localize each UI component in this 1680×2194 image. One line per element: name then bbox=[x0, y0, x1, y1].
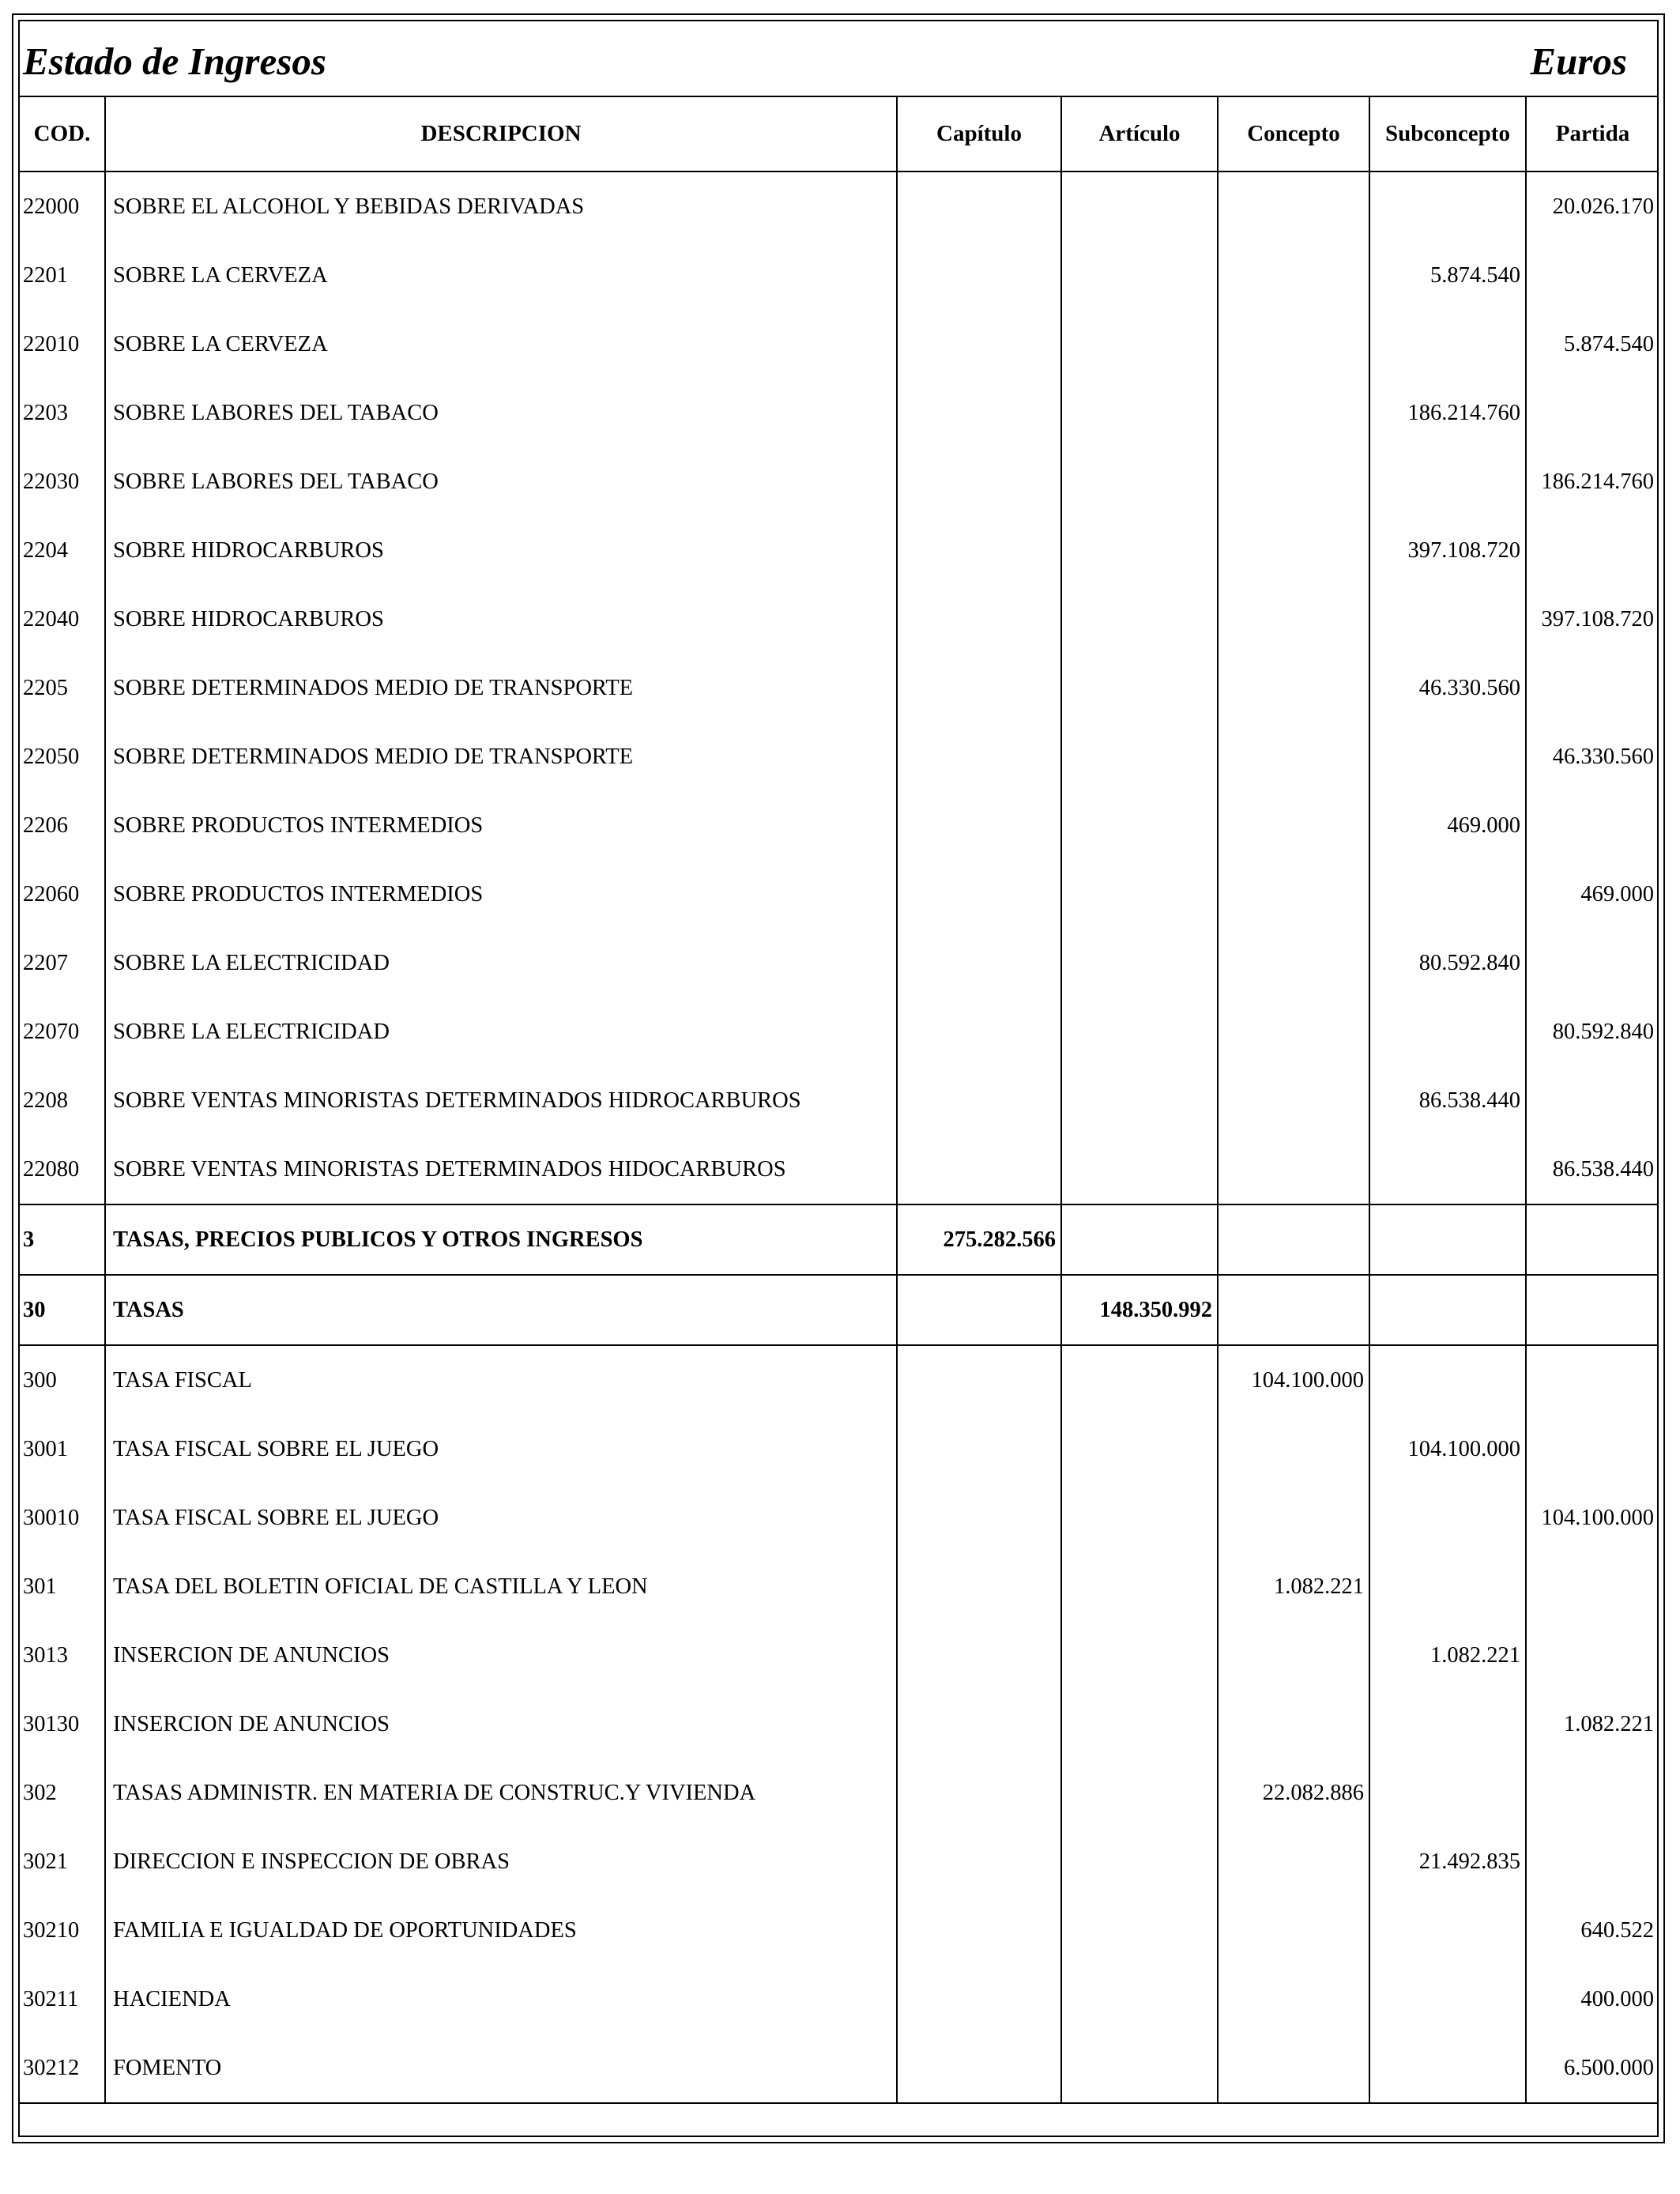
cell-articulo bbox=[1061, 791, 1218, 860]
cell-partida: 640.522 bbox=[1526, 1896, 1659, 1965]
table-frame bbox=[18, 20, 1659, 2137]
cell-subconcepto bbox=[1369, 447, 1526, 516]
cell-articulo bbox=[1061, 516, 1218, 585]
cell-partida: 186.214.760 bbox=[1526, 447, 1659, 516]
table-row bbox=[20, 654, 1659, 722]
cell-cod: 22060 bbox=[23, 881, 80, 907]
cell-partida bbox=[1526, 929, 1659, 997]
cell-concepto: 104.100.000 bbox=[1218, 1345, 1369, 1415]
title-bar bbox=[20, 21, 1657, 97]
cell-descripcion: TASAS bbox=[105, 1275, 897, 1345]
cell-subconcepto: 5.874.540 bbox=[1369, 241, 1526, 310]
cell-cod: 3013 bbox=[23, 1642, 68, 1668]
cell-partida: 1.082.221 bbox=[1526, 1690, 1659, 1759]
cell-subconcepto bbox=[1369, 172, 1526, 241]
cell-capitulo bbox=[897, 172, 1061, 241]
cell-descripcion: SOBRE VENTAS MINORISTAS DETERMINADOS HIDOCARBUROS bbox=[105, 1135, 897, 1204]
cell-capitulo bbox=[897, 1552, 1061, 1621]
cell-subconcepto bbox=[1369, 1759, 1526, 1827]
cell-subconcepto: 46.330.560 bbox=[1369, 654, 1526, 722]
cell-subconcepto bbox=[1369, 860, 1526, 929]
page-frame bbox=[12, 13, 1665, 2143]
cell-concepto bbox=[1218, 860, 1369, 929]
table-row bbox=[20, 447, 1659, 516]
cell-articulo: 148.350.992 bbox=[1061, 1275, 1218, 1345]
cell-capitulo bbox=[897, 241, 1061, 310]
cell-articulo bbox=[1061, 241, 1218, 310]
cell-subconcepto: 1.082.221 bbox=[1369, 1621, 1526, 1690]
table-row bbox=[20, 1204, 1659, 1275]
cell-descripcion: SOBRE LA ELECTRICIDAD bbox=[105, 997, 897, 1066]
table-row bbox=[20, 929, 1659, 997]
cell-descripcion: SOBRE DETERMINADOS MEDIO DE TRANSPORTE bbox=[105, 654, 897, 722]
cell-concepto bbox=[1218, 310, 1369, 379]
table-row bbox=[20, 791, 1659, 860]
cell-concepto bbox=[1218, 1204, 1369, 1275]
cell-concepto bbox=[1218, 1275, 1369, 1345]
cell-articulo bbox=[1061, 1827, 1218, 1896]
cell-concepto: 22.082.886 bbox=[1218, 1759, 1369, 1827]
cell-cod: 300 bbox=[20, 1345, 105, 1415]
cell-descripcion: SOBRE HIDROCARBUROS bbox=[105, 516, 897, 585]
cell-capitulo bbox=[897, 1483, 1061, 1552]
cell-subconcepto: 104.100.000 bbox=[1369, 1415, 1526, 1483]
col-header-subconcepto: Subconcepto bbox=[1369, 97, 1526, 172]
cell-capitulo bbox=[897, 585, 1061, 654]
cell-descripcion: DIRECCION E INSPECCION DE OBRAS bbox=[105, 1827, 897, 1896]
cell-articulo bbox=[1061, 585, 1218, 654]
col-header-capitulo: Capítulo bbox=[897, 97, 1061, 172]
cell-descripcion: SOBRE DETERMINADOS MEDIO DE TRANSPORTE bbox=[105, 722, 897, 791]
cell-concepto bbox=[1218, 1827, 1369, 1896]
cell-subconcepto: 186.214.760 bbox=[1369, 379, 1526, 447]
cell-articulo bbox=[1061, 722, 1218, 791]
table-row bbox=[20, 1135, 1659, 1204]
cell-capitulo bbox=[897, 447, 1061, 516]
cell-partida bbox=[1526, 1621, 1659, 1690]
cell-articulo bbox=[1061, 1552, 1218, 1621]
cell-capitulo bbox=[897, 516, 1061, 585]
cell-partida: 104.100.000 bbox=[1526, 1483, 1659, 1552]
cell-capitulo bbox=[897, 310, 1061, 379]
cell-articulo bbox=[1061, 1759, 1218, 1827]
table-row bbox=[20, 1759, 1659, 1827]
cell-partida bbox=[1526, 654, 1659, 722]
cell-cod: 2208 bbox=[23, 1088, 68, 1113]
cell-capitulo bbox=[897, 1345, 1061, 1415]
table-row bbox=[20, 997, 1659, 1066]
cell-partida bbox=[1526, 1759, 1659, 1827]
cell-partida bbox=[1526, 1827, 1659, 1896]
col-header-descripcion: DESCRIPCION bbox=[105, 97, 897, 172]
table-row bbox=[20, 241, 1659, 310]
cell-concepto bbox=[1218, 1135, 1369, 1204]
cell-articulo bbox=[1061, 1965, 1218, 2034]
cell-partida bbox=[1526, 241, 1659, 310]
cell-concepto bbox=[1218, 172, 1369, 241]
cell-capitulo bbox=[897, 1621, 1061, 1690]
cell-cod: 30130 bbox=[23, 1711, 80, 1736]
cell-cod: 3 bbox=[20, 1204, 105, 1275]
cell-cod: 301 bbox=[23, 1574, 57, 1599]
footer-empty-row bbox=[20, 2082, 1657, 2136]
cell-cod: 2207 bbox=[23, 950, 68, 975]
cell-capitulo bbox=[897, 1759, 1061, 1827]
cell-articulo bbox=[1061, 1483, 1218, 1552]
col-header-partida: Partida bbox=[1526, 97, 1659, 172]
cell-capitulo bbox=[897, 1690, 1061, 1759]
cell-concepto: 1.082.221 bbox=[1218, 1552, 1369, 1621]
cell-partida: 5.874.540 bbox=[1526, 310, 1659, 379]
cell-descripcion: TASA FISCAL SOBRE EL JUEGO bbox=[105, 1483, 897, 1552]
cell-concepto bbox=[1218, 241, 1369, 310]
cell-capitulo bbox=[897, 1965, 1061, 2034]
currency-unit: Euros bbox=[1530, 40, 1627, 83]
cell-descripcion: TASA FISCAL SOBRE EL JUEGO bbox=[105, 1415, 897, 1483]
cell-partida: 46.330.560 bbox=[1526, 722, 1659, 791]
cell-articulo bbox=[1061, 997, 1218, 1066]
table-row bbox=[20, 722, 1659, 791]
cell-descripcion: FOMENTO bbox=[105, 2034, 897, 2103]
cell-capitulo bbox=[897, 1827, 1061, 1896]
cell-capitulo bbox=[897, 654, 1061, 722]
cell-articulo bbox=[1061, 1066, 1218, 1135]
cell-descripcion: SOBRE LA CERVEZA bbox=[105, 310, 897, 379]
cell-cod: 22040 bbox=[23, 606, 80, 631]
cell-subconcepto bbox=[1369, 1204, 1526, 1275]
cell-cod: 22070 bbox=[23, 1019, 80, 1044]
table-row bbox=[20, 516, 1659, 585]
cell-subconcepto bbox=[1369, 997, 1526, 1066]
cell-cod: 30210 bbox=[23, 1917, 80, 1943]
cell-partida bbox=[1526, 1415, 1659, 1483]
cell-partida bbox=[1526, 1275, 1659, 1345]
cell-cod: 2206 bbox=[23, 812, 68, 838]
table-row bbox=[20, 172, 1659, 241]
cell-cod: 2203 bbox=[23, 400, 68, 425]
cell-articulo bbox=[1061, 1621, 1218, 1690]
cell-partida: 20.026.170 bbox=[1526, 172, 1659, 241]
cell-subconcepto: 469.000 bbox=[1369, 791, 1526, 860]
cell-subconcepto bbox=[1369, 722, 1526, 791]
cell-subconcepto: 86.538.440 bbox=[1369, 1066, 1526, 1135]
cell-concepto bbox=[1218, 929, 1369, 997]
cell-partida: 6.500.000 bbox=[1526, 2034, 1659, 2103]
cell-descripcion: SOBRE PRODUCTOS INTERMEDIOS bbox=[105, 860, 897, 929]
cell-descripcion: TASAS ADMINISTR. EN MATERIA DE CONSTRUC.Y VIVIENDA bbox=[105, 1759, 897, 1827]
cell-cod: 22000 bbox=[23, 194, 80, 219]
cell-articulo bbox=[1061, 929, 1218, 997]
col-header-concepto: Concepto bbox=[1218, 97, 1369, 172]
cell-partida: 80.592.840 bbox=[1526, 997, 1659, 1066]
cell-subconcepto bbox=[1369, 585, 1526, 654]
cell-articulo bbox=[1061, 447, 1218, 516]
cell-articulo bbox=[1061, 1345, 1218, 1415]
cell-cod: 30010 bbox=[23, 1505, 80, 1530]
table-row bbox=[20, 1896, 1659, 1965]
cell-articulo bbox=[1061, 379, 1218, 447]
cell-descripcion: INSERCION DE ANUNCIOS bbox=[105, 1690, 897, 1759]
table-row bbox=[20, 1415, 1659, 1483]
cell-concepto bbox=[1218, 722, 1369, 791]
cell-cod: 30212 bbox=[20, 2034, 105, 2103]
table-row bbox=[20, 379, 1659, 447]
cell-concepto bbox=[1218, 1621, 1369, 1690]
cell-cod: 22080 bbox=[23, 1156, 80, 1182]
cell-concepto bbox=[1218, 791, 1369, 860]
cell-concepto bbox=[1218, 516, 1369, 585]
cell-descripcion: SOBRE HIDROCARBUROS bbox=[105, 585, 897, 654]
cell-partida bbox=[1526, 1066, 1659, 1135]
cell-cod: 2204 bbox=[23, 537, 68, 563]
cell-subconcepto bbox=[1369, 1552, 1526, 1621]
cell-articulo bbox=[1061, 860, 1218, 929]
cell-subconcepto bbox=[1369, 1965, 1526, 2034]
cell-cod: 30 bbox=[20, 1275, 105, 1345]
cell-subconcepto bbox=[1369, 1483, 1526, 1552]
cell-concepto bbox=[1218, 379, 1369, 447]
table-row bbox=[20, 1483, 1659, 1552]
cell-articulo bbox=[1061, 1135, 1218, 1204]
cell-capitulo bbox=[897, 1896, 1061, 1965]
cell-cod: 22050 bbox=[23, 744, 80, 769]
cell-cod: 3001 bbox=[23, 1436, 68, 1461]
cell-capitulo bbox=[897, 929, 1061, 997]
cell-partida bbox=[1526, 1552, 1659, 1621]
cell-partida bbox=[1526, 1204, 1659, 1275]
table-row bbox=[20, 1690, 1659, 1759]
table-body bbox=[20, 172, 1659, 2103]
cell-partida bbox=[1526, 379, 1659, 447]
table-row bbox=[20, 585, 1659, 654]
cell-descripcion: SOBRE LABORES DEL TABACO bbox=[105, 379, 897, 447]
cell-concepto bbox=[1218, 447, 1369, 516]
cell-concepto bbox=[1218, 1690, 1369, 1759]
cell-descripcion: SOBRE LABORES DEL TABACO bbox=[105, 447, 897, 516]
cell-descripcion: SOBRE EL ALCOHOL Y BEBIDAS DERIVADAS bbox=[105, 172, 897, 241]
cell-capitulo bbox=[897, 791, 1061, 860]
cell-cod: 2201 bbox=[23, 262, 68, 288]
cell-capitulo bbox=[897, 1415, 1061, 1483]
cell-capitulo bbox=[897, 1275, 1061, 1345]
cell-descripcion: TASA FISCAL bbox=[105, 1345, 897, 1415]
table-row bbox=[20, 1345, 1659, 1415]
cell-subconcepto: 397.108.720 bbox=[1369, 516, 1526, 585]
table-row bbox=[20, 310, 1659, 379]
cell-capitulo bbox=[897, 722, 1061, 791]
cell-descripcion: SOBRE LA ELECTRICIDAD bbox=[105, 929, 897, 997]
cell-subconcepto bbox=[1369, 1275, 1526, 1345]
cell-capitulo bbox=[897, 997, 1061, 1066]
page-title: Estado de Ingresos bbox=[23, 40, 326, 83]
cell-descripcion: FAMILIA E IGUALDAD DE OPORTUNIDADES bbox=[105, 1896, 897, 1965]
cell-descripcion: INSERCION DE ANUNCIOS bbox=[105, 1621, 897, 1690]
table-row bbox=[20, 1066, 1659, 1135]
cell-descripcion: TASA DEL BOLETIN OFICIAL DE CASTILLA Y LEON bbox=[105, 1552, 897, 1621]
cell-cod: 3021 bbox=[23, 1849, 68, 1874]
cell-partida: 469.000 bbox=[1526, 860, 1659, 929]
cell-partida bbox=[1526, 791, 1659, 860]
col-header-cod: COD. bbox=[20, 97, 105, 172]
table-row bbox=[20, 1621, 1659, 1690]
cell-cod: 2205 bbox=[23, 675, 68, 700]
cell-concepto bbox=[1218, 1483, 1369, 1552]
cell-concepto bbox=[1218, 1965, 1369, 2034]
cell-subconcepto bbox=[1369, 1345, 1526, 1415]
cell-subconcepto bbox=[1369, 1690, 1526, 1759]
table-row bbox=[20, 1965, 1659, 2034]
cell-articulo bbox=[1061, 1204, 1218, 1275]
income-table bbox=[20, 97, 1659, 2104]
cell-concepto bbox=[1218, 1415, 1369, 1483]
cell-descripcion: TASAS, PRECIOS PUBLICOS Y OTROS INGRESOS bbox=[105, 1204, 897, 1275]
cell-subconcepto bbox=[1369, 1896, 1526, 1965]
cell-cod: 22030 bbox=[23, 469, 80, 494]
cell-cod: 30211 bbox=[23, 1986, 79, 2011]
cell-partida bbox=[1526, 516, 1659, 585]
cell-capitulo bbox=[897, 1066, 1061, 1135]
cell-capitulo bbox=[897, 860, 1061, 929]
cell-cod: 22010 bbox=[23, 331, 80, 356]
cell-concepto bbox=[1218, 997, 1369, 1066]
cell-partida bbox=[1526, 1345, 1659, 1415]
cell-concepto bbox=[1218, 1066, 1369, 1135]
cell-partida: 400.000 bbox=[1526, 1965, 1659, 2034]
cell-capitulo bbox=[897, 379, 1061, 447]
cell-articulo bbox=[1061, 654, 1218, 722]
table-row bbox=[20, 1827, 1659, 1896]
cell-descripcion: SOBRE LA CERVEZA bbox=[105, 241, 897, 310]
cell-articulo bbox=[1061, 1690, 1218, 1759]
header-row bbox=[20, 97, 1659, 172]
cell-capitulo bbox=[897, 1135, 1061, 1204]
table-row bbox=[20, 860, 1659, 929]
cell-descripcion: SOBRE PRODUCTOS INTERMEDIOS bbox=[105, 791, 897, 860]
cell-partida: 397.108.720 bbox=[1526, 585, 1659, 654]
cell-subconcepto bbox=[1369, 1135, 1526, 1204]
cell-descripcion: HACIENDA bbox=[105, 1965, 897, 2034]
cell-subconcepto: 21.492.835 bbox=[1369, 1827, 1526, 1896]
cell-partida: 86.538.440 bbox=[1526, 1135, 1659, 1204]
cell-descripcion: SOBRE VENTAS MINORISTAS DETERMINADOS HIDROCARBUROS bbox=[105, 1066, 897, 1135]
cell-capitulo: 275.282.566 bbox=[897, 1204, 1061, 1275]
cell-concepto bbox=[1218, 1896, 1369, 1965]
table-row bbox=[20, 1552, 1659, 1621]
cell-articulo bbox=[1061, 1415, 1218, 1483]
cell-articulo bbox=[1061, 1896, 1218, 1965]
table-row bbox=[20, 1275, 1659, 1345]
cell-articulo bbox=[1061, 172, 1218, 241]
cell-articulo bbox=[1061, 310, 1218, 379]
cell-concepto bbox=[1218, 585, 1369, 654]
cell-subconcepto: 80.592.840 bbox=[1369, 929, 1526, 997]
cell-subconcepto bbox=[1369, 310, 1526, 379]
cell-cod: 302 bbox=[23, 1780, 57, 1805]
col-header-articulo: Artículo bbox=[1061, 97, 1218, 172]
cell-concepto bbox=[1218, 654, 1369, 722]
